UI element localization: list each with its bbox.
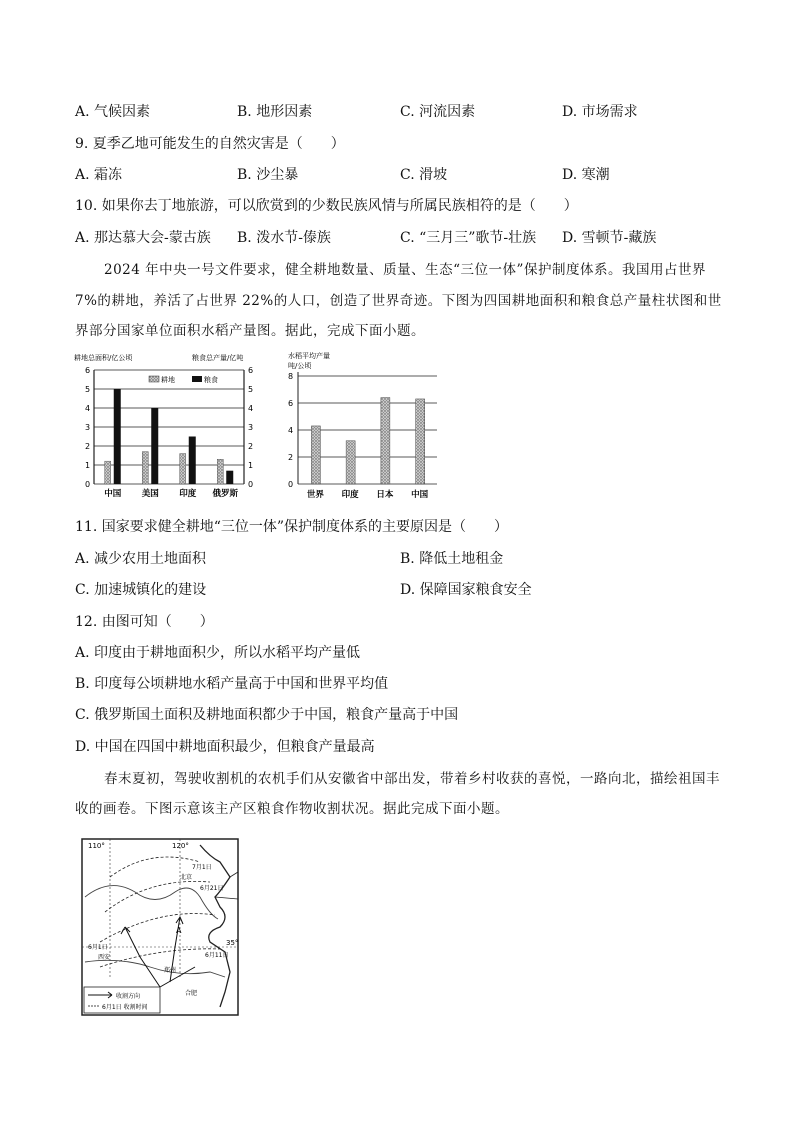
chart1-ytick-left: 1 — [85, 461, 91, 470]
map-lon-110: 110° — [88, 842, 105, 850]
q11-stem: 11. 国家要求健全耕地“三位一体”保护制度体系的主要原因是（ ） — [75, 519, 509, 535]
q11-option-a[interactable]: A. 减少农用土地面积 — [75, 551, 207, 567]
chart1-ylabel-right: 粮食总产量/亿吨 — [192, 354, 244, 362]
q10-option-c[interactable]: C. “三月三”歌节-壮族 — [400, 230, 537, 246]
map-place-hefei: 合肥 — [185, 990, 198, 997]
chart2-category-label: 中国 — [411, 490, 429, 500]
chart1-category-label: 印度 — [179, 489, 197, 499]
chart1-ytick-left: 3 — [85, 423, 91, 432]
map-lon-120: 120° — [172, 842, 189, 850]
q12-option-a[interactable]: A. 印度由于耕地面积少，所以水稻平均产量低 — [75, 645, 361, 661]
passage2-line2: 收的画卷。下图示意该主产区粮食作物收割状况。据此完成下面小题。 — [75, 801, 509, 817]
map-place-zhengzhou: 郑州 — [164, 967, 177, 974]
map-date-jun11: 6月11日 — [205, 952, 229, 959]
chart1-legend-farmland: 耕地 — [161, 376, 175, 384]
chart1-bar-farmland — [142, 452, 148, 484]
passage1-line1: 2024 年中央一号文件要求，健全耕地数量、质量、生态“三位一体”保护制度体系。我国用占世界 — [104, 262, 706, 278]
chart2-bar — [346, 441, 355, 484]
chart2-category-label: 日本 — [376, 490, 394, 500]
q10-option-b[interactable]: B. 泼水节-傣族 — [237, 230, 331, 246]
q12-stem: 12. 由图可知（ ） — [75, 614, 214, 630]
chart1-bar-farmland — [105, 461, 111, 484]
map-date-jun21: 6月21日 — [200, 885, 224, 892]
q10-option-d[interactable]: D. 雪顿节-藏族 — [562, 230, 657, 246]
chart1-bar-grain — [151, 408, 158, 484]
q10-option-a[interactable]: A. 那达慕大会-蒙古族 — [75, 230, 211, 246]
chart1-ytick-right: 5 — [248, 385, 254, 394]
chart2-ytick: 2 — [288, 453, 294, 462]
chart2-ytick: 4 — [288, 426, 294, 435]
q9-option-d[interactable]: D. 寒潮 — [562, 167, 610, 183]
chart1-ytick-right: 6 — [248, 366, 254, 375]
map-legend-direction: 收割方向 — [116, 993, 141, 1000]
q12-option-d[interactable]: D. 中国在四国中耕地面积最少，但粮食产量最高 — [75, 739, 375, 755]
chart1-ytick-left: 6 — [85, 366, 91, 375]
harvest-map — [80, 837, 240, 1017]
chart2-ylabel: 水稻平均产量 — [288, 352, 330, 360]
chart1-ytick-right: 3 — [248, 423, 254, 432]
chart1-legend-swatch-farmland — [149, 376, 159, 382]
q8-option-c[interactable]: C. 河流因素 — [400, 104, 476, 120]
chart1-bar-grain — [189, 437, 196, 485]
chart1-bar-grain — [226, 471, 233, 484]
q8-option-d[interactable]: D. 市场需求 — [562, 104, 638, 120]
chart1-ylabel-left: 耕地总面积/亿公顷 — [74, 354, 133, 362]
q9-option-c[interactable]: C. 滑坡 — [400, 167, 448, 183]
chart1-ytick-left: 5 — [85, 385, 91, 394]
map-date-jun1: 6月1日 — [88, 944, 108, 951]
q11-option-b[interactable]: B. 降低土地租金 — [400, 551, 504, 567]
chart1-ytick-right: 0 — [248, 480, 254, 489]
map-place-beijing: 北京 — [180, 874, 193, 881]
chart2-category-label: 印度 — [341, 490, 359, 500]
chart2-bar — [381, 398, 390, 484]
chart2-ytick: 6 — [288, 399, 294, 408]
chart1-legend-swatch-grain — [192, 376, 202, 382]
q8-option-a[interactable]: A. 气候因素 — [75, 104, 151, 120]
q8-option-b[interactable]: B. 地形因素 — [237, 104, 313, 120]
q12-option-b[interactable]: B. 印度每公顷耕地水稻产量高于中国和世界平均值 — [75, 676, 389, 692]
chart1-bar-farmland — [180, 454, 186, 484]
q11-option-c[interactable]: C. 加速城镇化的建设 — [75, 582, 207, 598]
chart2-bar — [416, 399, 425, 484]
chart1-ytick-right: 4 — [248, 404, 254, 413]
chart1-bar-farmland — [217, 459, 223, 484]
passage2-line1: 春末夏初，驾驶收割机的农机手们从安徽省中部出发，带着乡村收获的喜悦，一路向北，描绘祖国丰 — [104, 771, 720, 787]
q12-option-c[interactable]: C. 俄罗斯国土面积及耕地面积都少于中国，粮食产量高于中国 — [75, 707, 459, 723]
chart2-ytick: 8 — [288, 372, 294, 381]
chart1-legend-grain: 粮食 — [204, 376, 218, 384]
q9-stem: 9. 夏季乙地可能发生的自然灾害是（ ） — [75, 136, 345, 152]
map-lat-35: 35° — [226, 939, 239, 947]
chart1-ytick-left: 2 — [85, 442, 91, 451]
map-legend-date: 6月1日 收割时间 — [102, 1004, 148, 1011]
q9-option-a[interactable]: A. 霜冻 — [75, 167, 123, 183]
map-place-a: A — [176, 926, 182, 935]
q10-stem: 10. 如果你去丁地旅游，可以欣赏到的少数民族风情与所属民族相符的是（ ） — [75, 198, 578, 214]
chart1-bar-grain — [114, 389, 121, 484]
q9-option-b[interactable]: B. 沙尘暴 — [237, 167, 299, 183]
chart2-bar — [311, 426, 320, 484]
map-place-xian: 西安 — [98, 954, 111, 961]
chart2-category-label: 世界 — [306, 490, 324, 500]
q11-option-d[interactable]: D. 保障国家粮食安全 — [400, 582, 532, 598]
map-date-jul1: 7月1日 — [192, 864, 212, 871]
chart1-ytick-left: 4 — [85, 404, 91, 413]
chart1-ytick-left: 0 — [85, 480, 91, 489]
farmland-grain-bar-chart — [74, 352, 264, 502]
chart1-ytick-right: 2 — [248, 442, 254, 451]
chart2-ytick: 0 — [288, 480, 294, 489]
rice-yield-bar-chart — [282, 350, 442, 502]
passage1-line2: 7%的耕地，养活了占世界 22%的人口，创造了世界奇迹。下图为四国耕地面积和粮食总产量柱状图和世 — [75, 293, 722, 309]
chart1-ytick-right: 1 — [248, 461, 254, 470]
chart1-category-label: 美国 — [141, 489, 159, 499]
chart1-category-label: 中国 — [104, 489, 122, 499]
chart2-yunit: 吨/公顷 — [288, 362, 312, 370]
chart1-category-label: 俄罗斯 — [212, 489, 239, 499]
passage1-line3: 界部分国家单位面积水稻产量图。据此，完成下面小题。 — [75, 323, 425, 339]
